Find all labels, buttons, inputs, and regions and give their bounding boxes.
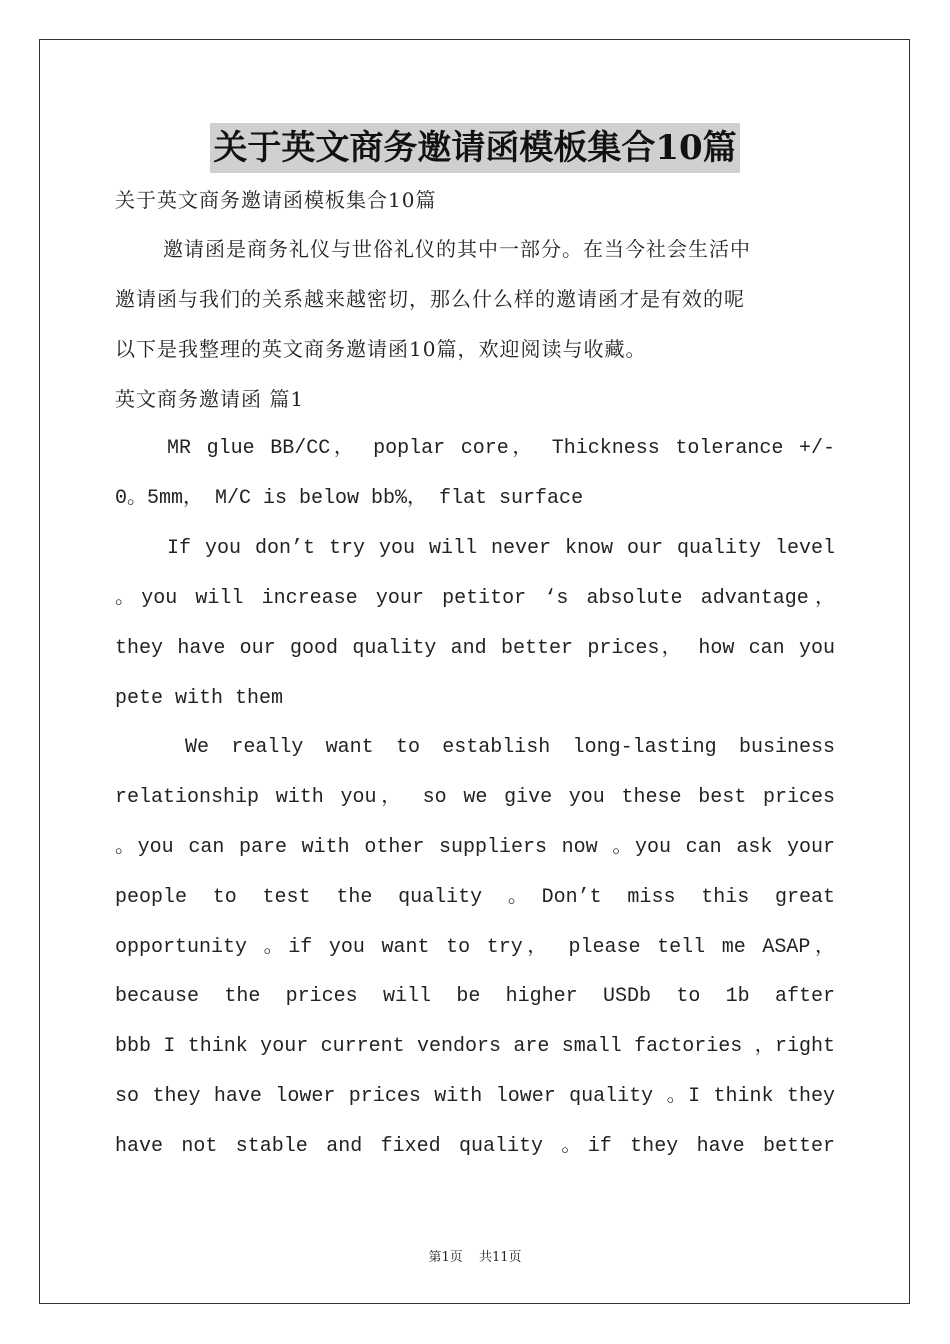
body-line: so they have lower prices with lower quality 。I think they — [115, 1085, 835, 1108]
body-line: pete with them — [115, 687, 284, 710]
body-line: have not stable and fixed quality 。if they have better — [115, 1135, 835, 1158]
document-title: 关于英文商务邀请函模板集合10篇 — [210, 123, 739, 173]
body-line: opportunity 。if you want to try， please tell me ASAP， — [115, 936, 835, 959]
body-line: relationship with you， so we give you these best prices — [115, 786, 835, 809]
intro-line: 邀请函是商务礼仪与世俗礼仪的其中一部分。在当今社会生活中 — [163, 237, 751, 261]
body-line: bbb I think your current vendors are small factories ，right — [115, 1035, 835, 1058]
page-footer — [0, 1246, 950, 1265]
page-total: 共11页 — [478, 1250, 522, 1265]
intro-line: 邀请函与我们的关系越来越密切，那么什么样的邀请函才是有效的呢 — [115, 287, 745, 311]
page-frame — [39, 39, 910, 1304]
body-line: 0。5mm， M/C is below bb%， flat surface — [115, 487, 584, 510]
body-line: We really want to establish long-lasting business — [185, 736, 835, 759]
body-line: people to test the quality 。Don’t miss this great — [115, 886, 835, 909]
body-line: MR glue BB/CC， poplar core， Thickness tolerance +/- — [167, 437, 835, 460]
section-heading: 英文商务邀请函 篇1 — [115, 387, 305, 411]
body-line: If you don’t try you will never know our quality level — [167, 537, 835, 560]
body-line: because the prices will be higher USDb to 1b after — [115, 985, 835, 1008]
title-wrap — [0, 123, 950, 173]
body-line: they have our good quality and better prices， how can you — [115, 637, 835, 660]
intro-line: 以下是我整理的英文商务邀请函10篇，欢迎阅读与收藏。 — [115, 337, 647, 361]
body-line: 。you will increase your petitor ‘s absolute advantage， — [115, 587, 835, 610]
document-subtitle: 关于英文商务邀请函模板集合10篇 — [115, 188, 437, 212]
body-line: 。you can pare with other suppliers now 。you can ask your — [115, 836, 835, 859]
page-number: 第1页 — [428, 1250, 463, 1265]
